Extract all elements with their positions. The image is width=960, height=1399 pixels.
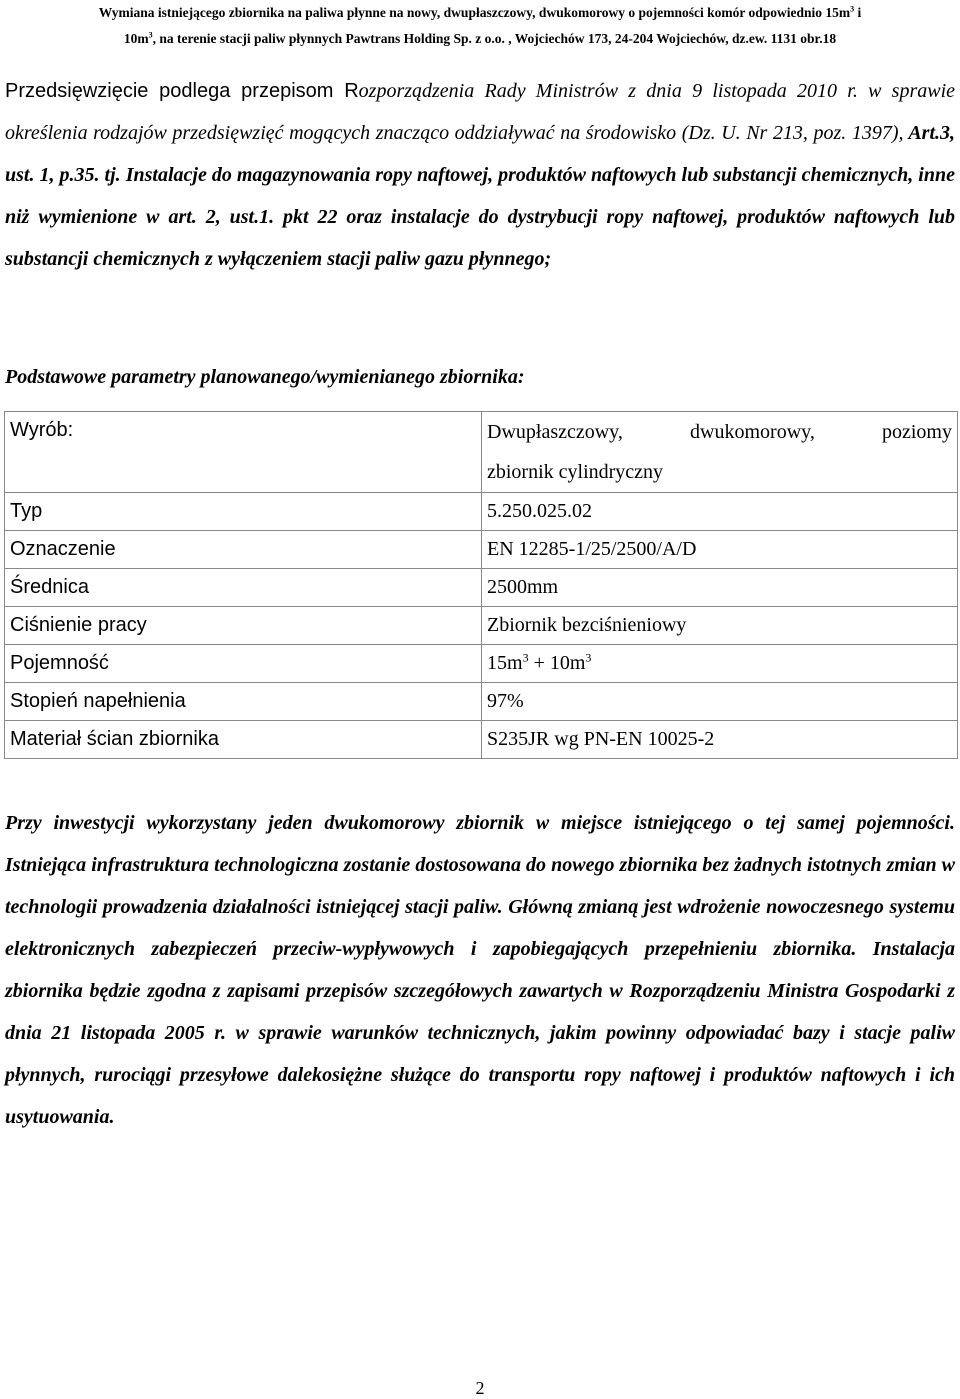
- table-row: [5, 607, 958, 645]
- table-row: [5, 569, 958, 607]
- param-value: 2500mm: [482, 569, 958, 607]
- legal-basis-lead: Przedsięwzięcie podlega przepisom R: [5, 80, 359, 102]
- investment-description: Przy inwestycji wykorzystany jeden dwukomorowy zbiornik w miejsce istniejącego o tej samej pojemności. Istniejąca infrastruktura technologiczna zostanie dostosowana do nowego zbiornika bez żadnych istotnych zmian w technologii prowadzenia działalności istniejącej stacji paliw. Główną zmianą jest wdrożenie nowoczesnego systemu elektronicznych zabezpieczeń przeciw-wypływowych i zapobiegających przepełnieniu zbiornika. Instalacja zbiornika będzie zgodna z zapisami przepisów szczegółowych zawartych w Rozporządzeniu Ministra Gospodarki z dnia 21 listopada 2005 r. w sprawie warunków technicznych, jakim powinny odpowiadać bazy i stacje paliw płynnych, rurociągi przesyłowe dalekosiężne służące do transportu ropy naftowej i produktów naftowych i ich usytuowania.: [5, 812, 955, 1128]
- capacity-second: + 10m: [528, 652, 586, 674]
- param-label: Ciśnienie pracy: [5, 607, 482, 645]
- table-row: [5, 645, 958, 683]
- param-label: Materiał ścian zbiornika: [5, 721, 482, 759]
- param-value: [482, 412, 958, 493]
- capacity-first-superscript: 3: [522, 650, 529, 665]
- parameters-table: [4, 411, 958, 759]
- header-line-2-tail: , na terenie stacji paliw płynnych Pawtrans Holding Sp. z o.o. , Wojciechów 173, 24-204 Wojciechów, dz.ew. 1131 obr.18: [152, 31, 837, 46]
- param-value: [482, 645, 958, 683]
- header-line-1-superscript: 3: [850, 4, 855, 14]
- header-line-2-text: 10m: [123, 31, 149, 46]
- legal-basis-regulation: ozporządzenia Rady Ministrów z dnia 9 listopada 2010 r. w sprawie określenia rodzajów przedsięwzięć mogących znacząco oddziaływać na środowisko (Dz. U. Nr 213, poz. 1397),: [5, 80, 955, 144]
- param-value: 97%: [482, 683, 958, 721]
- page-number: 2: [475, 1378, 485, 1398]
- param-label: Średnica: [5, 569, 482, 607]
- header-line-2-superscript: 3: [148, 30, 153, 40]
- capacity-first: 15m: [487, 652, 523, 674]
- param-label: Stopień napełnienia: [5, 683, 482, 721]
- param-label: Oznaczenie: [5, 531, 482, 569]
- legal-basis-article: Art.3, ust. 1, p.35. tj. Instalacje do magazynowania ropy naftowej, produktów naftowych lub substancji chemicznych, inne niż wymienione w art. 2, ust.1. pkt 22 oraz instalacje do dystrybucji ropy naftowej, produktów naftowych lub substancji chemicznych z wyłączeniem stacji paliw gazu płynnego;: [5, 122, 956, 270]
- param-value-line-2: zbiornik cylindryczny: [487, 461, 664, 483]
- param-value: EN 12285-1/25/2500/A/D: [482, 531, 958, 569]
- document-header: [0, 0, 960, 52]
- param-label: Wyrób:: [5, 412, 482, 493]
- header-line-1: [0, 0, 960, 26]
- table-row: [5, 493, 958, 531]
- table-row: [5, 721, 958, 759]
- capacity-second-superscript: 3: [585, 650, 592, 665]
- param-value: 5.250.025.02: [482, 493, 958, 531]
- parameters-heading: Podstawowe parametry planowanego/wymienianego zbiornika:: [5, 366, 525, 388]
- header-line-1-tail: i: [854, 5, 862, 20]
- header-line-2: [0, 26, 960, 52]
- param-label: Typ: [5, 493, 482, 531]
- param-label: Pojemność: [5, 645, 482, 683]
- param-value: Zbiornik bezciśnieniowy: [482, 607, 958, 645]
- param-value-line-1: Dwupłaszczowy, dwukomorowy, poziomy: [487, 421, 952, 443]
- header-line-1-text: Wymiana istniejącego zbiornika na paliwa płynne na nowy, dwupłaszczowy, dwukomorowy o pojemności komór odpowiednio 15m: [98, 5, 851, 20]
- table-row: [5, 412, 958, 493]
- legal-basis-paragraph: [5, 70, 955, 280]
- table-row: [5, 531, 958, 569]
- param-value: S235JR wg PN-EN 10025-2: [482, 721, 958, 759]
- table-row: [5, 683, 958, 721]
